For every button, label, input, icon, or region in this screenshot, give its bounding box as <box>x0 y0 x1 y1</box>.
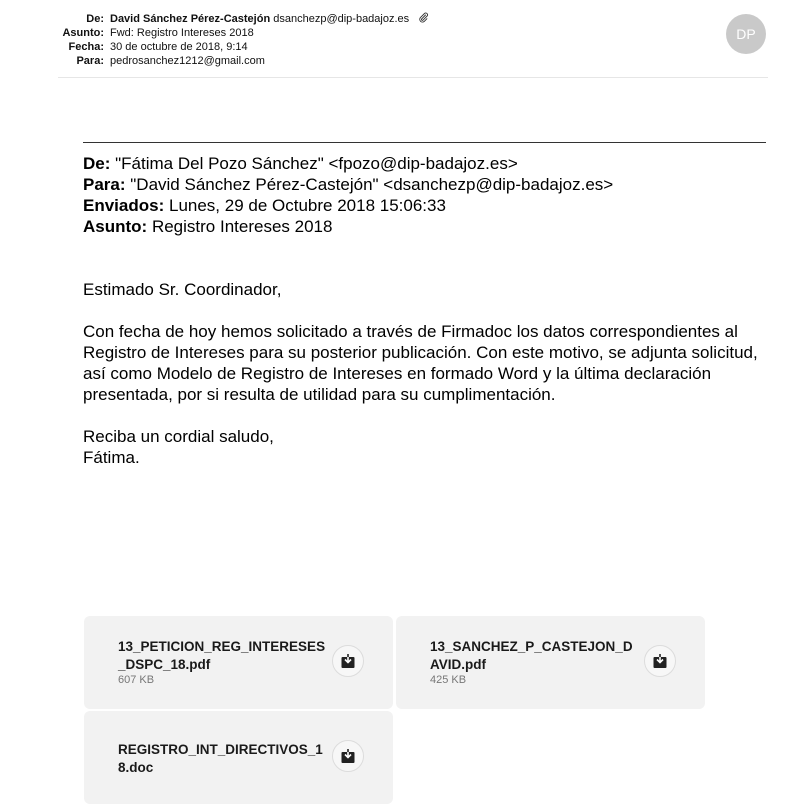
header-to[interactable]: pedrosanchez1212@gmail.com <box>110 55 265 67</box>
forward-divider <box>83 142 766 143</box>
header-date-label: Fecha: <box>68 41 104 53</box>
attachment-size: 425 KB <box>430 674 467 686</box>
forwarded-from: "Fátima Del Pozo Sánchez" <fpozo@dip-badajoz.es> <box>115 154 518 173</box>
download-icon <box>652 653 668 669</box>
header-divider <box>58 77 768 78</box>
message-body <box>83 279 773 468</box>
forwarded-header <box>83 153 773 237</box>
paperclip-icon <box>418 12 429 23</box>
mail-header <box>58 12 768 68</box>
forwarded-subject-row <box>83 216 773 237</box>
download-button[interactable] <box>332 740 364 772</box>
forwarded-to-label: Para: <box>83 175 126 194</box>
attachment-name: REGISTRO_INT_DIRECTIVOS_18.doc <box>118 742 323 775</box>
body-signature: Fátima. <box>83 448 140 467</box>
attachment-name: 13_SANCHEZ_P_CASTEJON_DAVID.pdf <box>430 639 633 672</box>
avatar[interactable]: DP <box>726 14 766 54</box>
download-icon <box>340 653 356 669</box>
attachment-card[interactable] <box>396 616 705 709</box>
header-to-row <box>58 54 768 68</box>
forwarded-subject-label: Asunto: <box>83 217 148 236</box>
header-subject: Fwd: Registro Intereses 2018 <box>110 27 254 39</box>
header-from-name[interactable]: David Sánchez Pérez-Castejón <box>110 13 271 25</box>
header-from-row <box>58 12 768 26</box>
download-button[interactable] <box>644 645 676 677</box>
header-subject-label: Asunto: <box>62 27 104 39</box>
download-icon <box>340 748 356 764</box>
header-date: 30 de octubre de 2018, 9:14 <box>110 41 248 53</box>
attachment-size: 607 KB <box>118 674 155 686</box>
forwarded-from-row <box>83 153 773 174</box>
header-to-label: Para: <box>76 55 104 67</box>
body-paragraph: Con fecha de hoy hemos solicitado a través de Firmadoc los datos correspondientes al Registro de Intereses para su posterior publicación. Con este motivo, se adjunta solicitud, así como Modelo de Registro de Intereses en formado Word y la última declaración presentada, por si resulta de utilidad para su cumplimentación. <box>83 322 758 404</box>
header-date-row <box>58 40 768 54</box>
forwarded-subject: Registro Intereses 2018 <box>151 217 333 236</box>
attachment-card[interactable] <box>84 711 393 804</box>
forwarded-to-row <box>83 174 773 195</box>
header-subject-row <box>58 26 768 40</box>
body-greeting: Estimado Sr. Coordinador, <box>83 280 282 299</box>
attachment-card[interactable] <box>84 616 393 709</box>
forwarded-from-label: De: <box>83 154 111 173</box>
forwarded-sent-row <box>83 195 773 216</box>
download-button[interactable] <box>332 645 364 677</box>
body-closing: Reciba un cordial saludo, <box>83 427 274 446</box>
forwarded-sent: Lunes, 29 de Octubre 2018 15:06:33 <box>168 196 446 215</box>
header-from-email[interactable]: dsanchezp@dip-badajoz.es <box>273 13 410 25</box>
attachment-name: 13_PETICION_REG_INTERESES_DSPC_18.pdf <box>118 639 326 672</box>
forwarded-sent-label: Enviados: <box>83 196 165 215</box>
header-from-label: De: <box>86 13 104 25</box>
forwarded-to: "David Sánchez Pérez-Castejón" <dsanchezp@dip-badajoz.es> <box>130 175 614 194</box>
